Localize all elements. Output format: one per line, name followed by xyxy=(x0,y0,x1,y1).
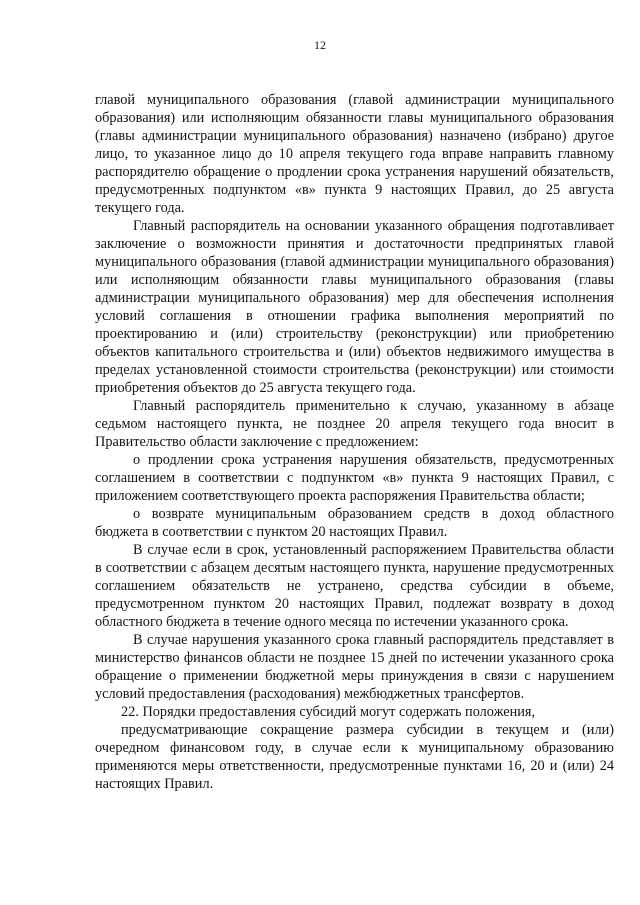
page-number: 12 xyxy=(314,38,326,52)
document-body xyxy=(95,91,614,793)
paragraph-1: главой муниципального образования (главой администрации муниципального образования) или исполняющим обязанности главы муниципального образования (главы администрации муниципального образования) назначено (избрано) другое лицо, то указанное лицо до 10 апреля текущего года вправе направить главному распорядителю обращение о продлении срока устранения нарушений обязательств, предусмотренных подпунктом «в» пункта 9 настоящих Правил, до 25 августа текущего года. xyxy=(95,92,614,216)
paragraph-7: В случае нарушения указанного срока главный распорядитель представляет в министерство финансов области не позднее 15 дней по истечении указанного срока обращение о применении бюджетной меры принуждения в связи с нарушением условий предоставления (расходования) межбюджетных трансфертов. xyxy=(95,632,614,702)
paragraph-8: 22. Порядки предоставления субсидий могут содержать положения, xyxy=(121,704,536,720)
paragraph-5: о возврате муниципальным образованием средств в доход областного бюджета в соответствии с пунктом 20 настоящих Правил. xyxy=(95,506,614,540)
paragraph-3: Главный распорядитель применительно к случаю, указанному в абзаце седьмом настоящего пункта, не позднее 20 апреля текущего года вносит в Правительство области заключение с предложением: xyxy=(95,398,614,450)
paragraph-2: Главный распорядитель на основании указанного обращения подготавливает заключение о возможности принятия и достаточности предпринятых главой муниципального образования (главой администрации муниципального образования) или исполняющим обязанности главы муниципального образования (главы администрации муниципального образования) мер для обеспечения исполнения условий соглашения в отношении графика выполнения мероприятий по проектированию и (или) строительству (реконструкции) или приобретению объектов капитального строительства и (или) объектов недвижимого имущества в пределах установленной стоимости строительства (реконструкции) или стоимости приобретения объектов до 25 августа текущего года. xyxy=(95,218,614,396)
paragraph-9: предусматривающие сокращение размера субсидии в текущем и (или) очередном финансовом году, в случае если к муниципальному образованию применяются меры ответственности, предусмотренные пунктами 16, 20 и (или) 24 настоящих Правил. xyxy=(95,722,614,792)
paragraph-4: о продлении срока устранения нарушения обязательств, предусмотренных соглашением в соответствии с подпунктом «в» пункта 9 настоящих Правил, с приложением соответствующего проекта распоряжения Правительства области; xyxy=(95,452,614,504)
paragraph-6: В случае если в срок, установленный распоряжением Правительства области в соответствии с абзацем десятым настоящего пункта, нарушение предусмотренных соглашением обязательств не устранено, средства субсидии в объеме, предусмотренном пунктом 20 настоящих Правил, подлежат возврату в доход областного бюджета в течение одного месяца по истечении указанного срока. xyxy=(95,542,614,630)
